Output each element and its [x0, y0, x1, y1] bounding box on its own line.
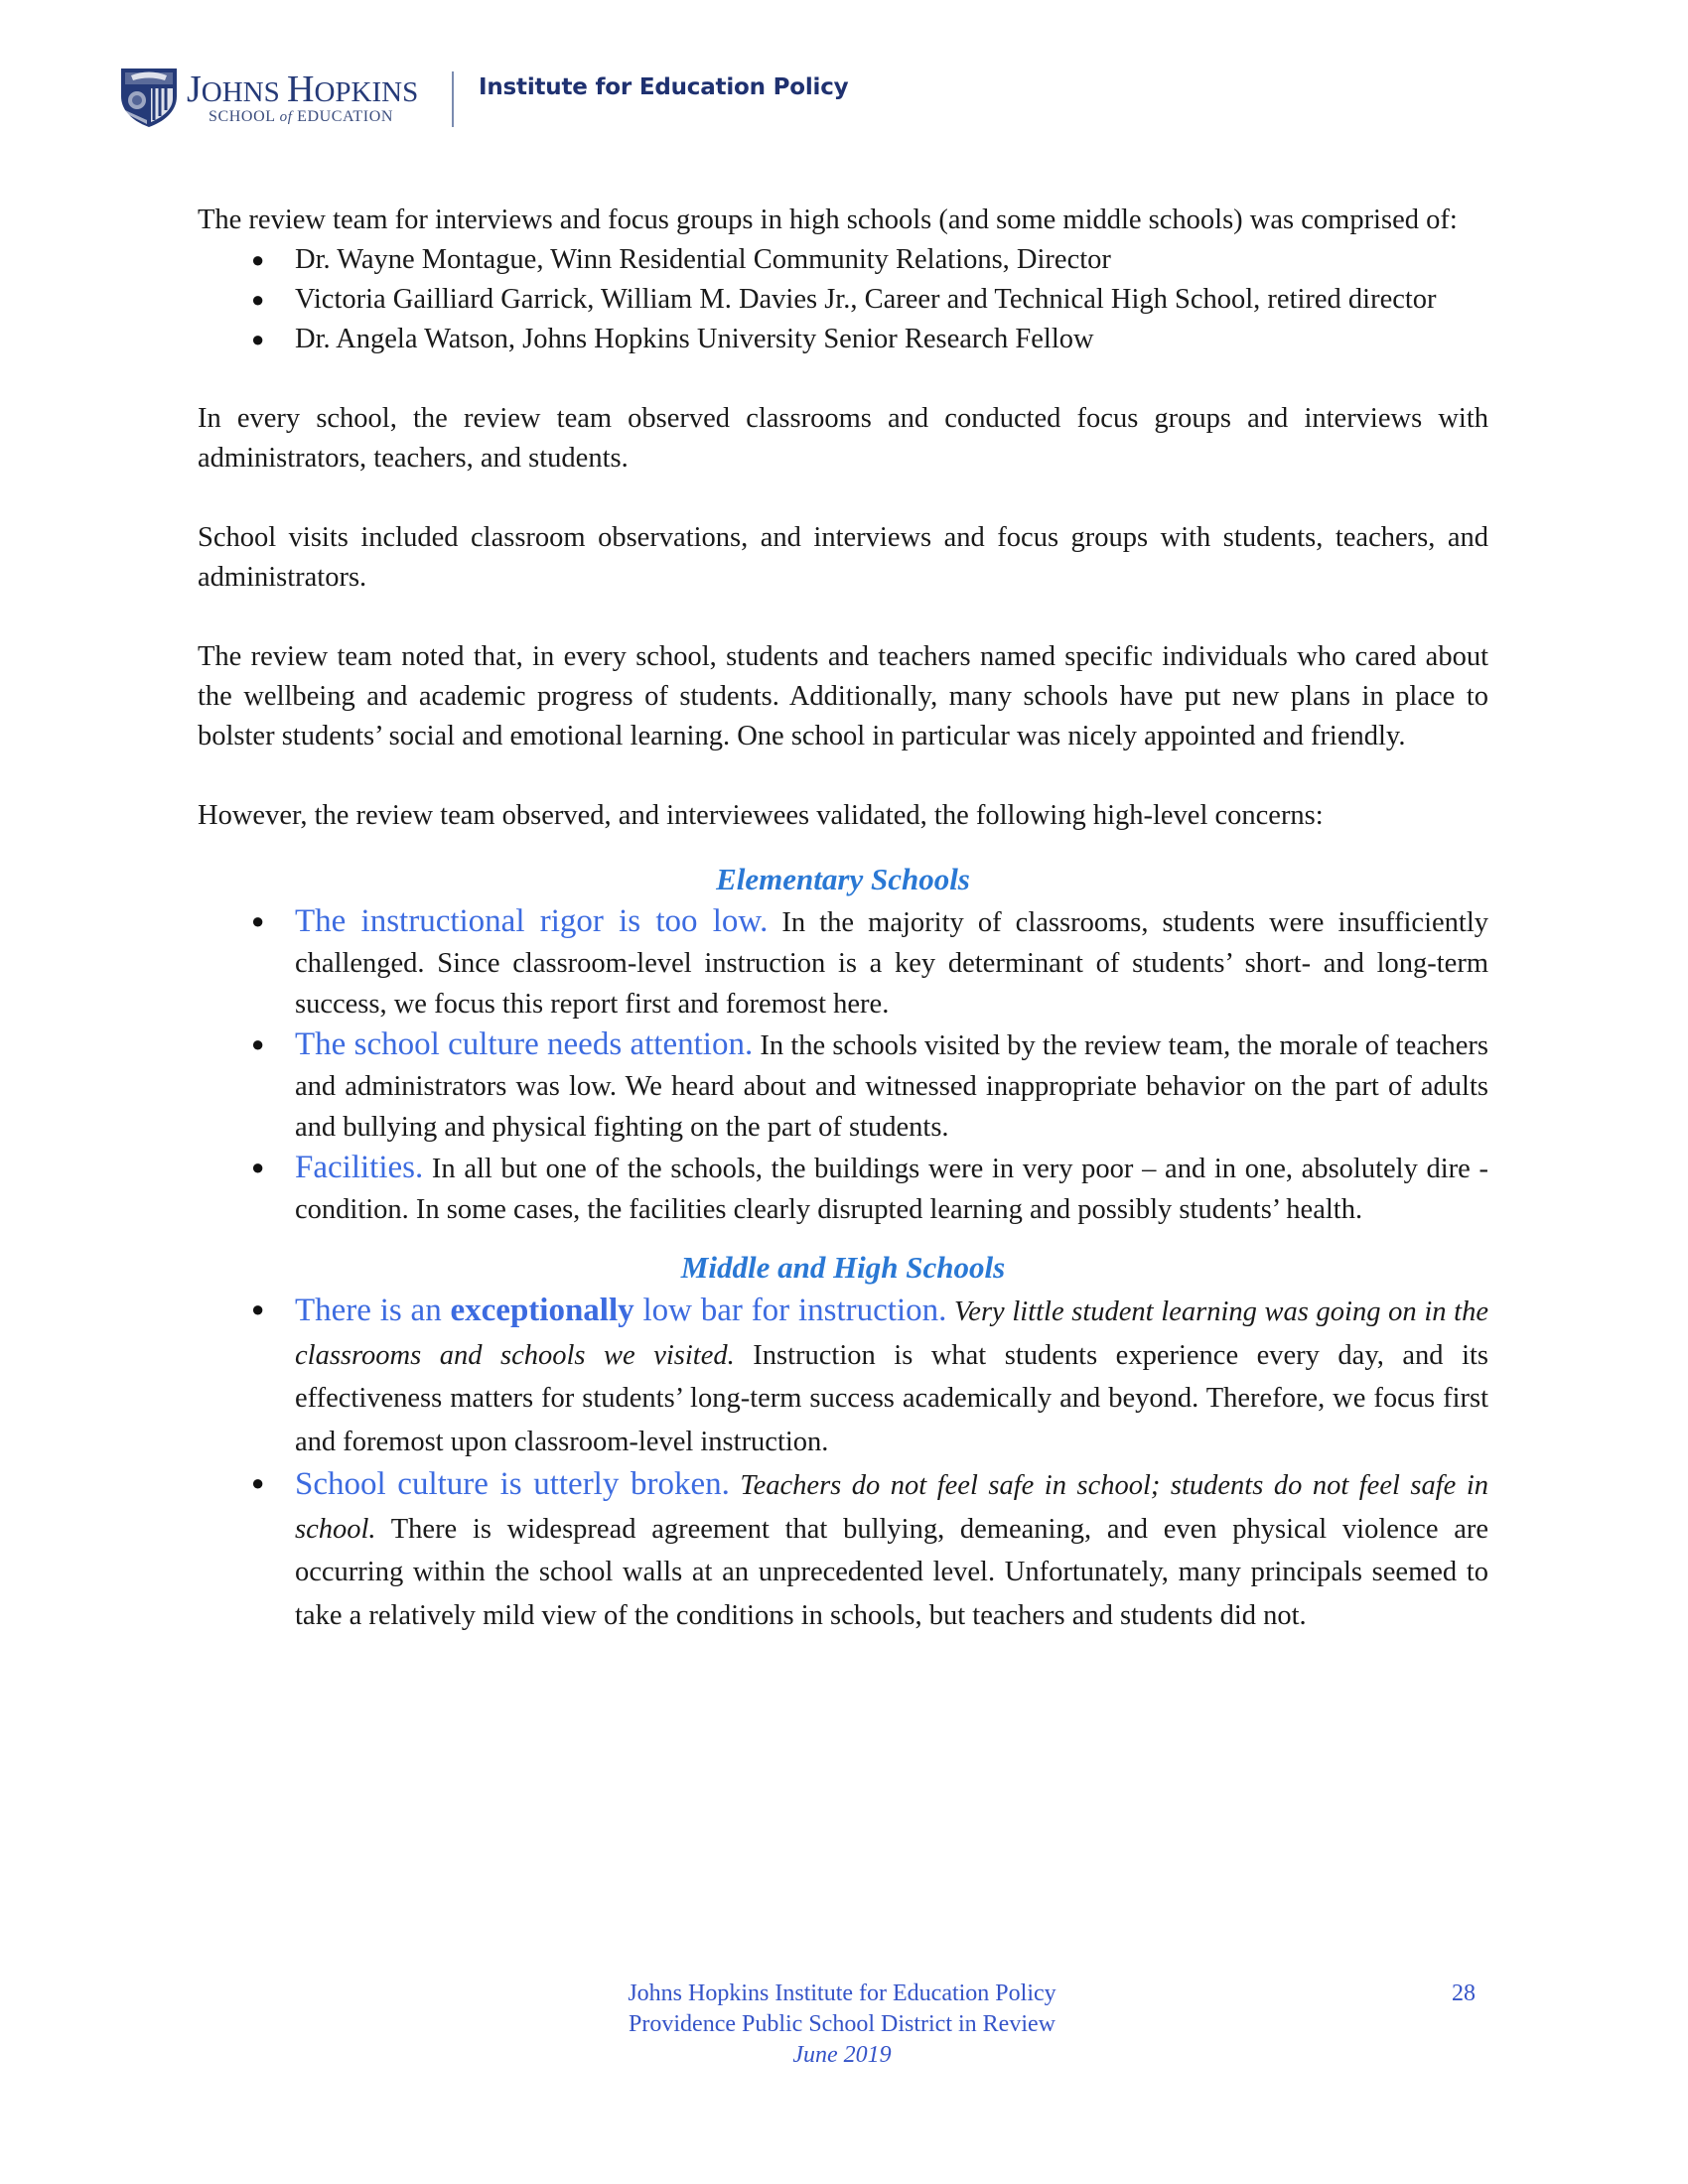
middle-high-concerns-list	[198, 1290, 1488, 1637]
elementary-concerns-list	[198, 901, 1488, 1230]
team-member: ● Dr. Wayne Montague, Winn Residential Community Relations, Director	[198, 240, 1488, 280]
spacer	[198, 836, 1488, 858]
school-of-education-wordmark: SCHOOL of EDUCATION	[209, 108, 394, 125]
concern-emphasis: Teachers do not feel safe in school; students do not feel safe in school.	[295, 1470, 1489, 1545]
concern-lead: The school culture needs attention.	[295, 1026, 754, 1062]
paragraph-concerns-intro: However, the review team observed, and interviewees validated, the following high-level concerns:	[198, 800, 1324, 831]
spacer	[198, 478, 1488, 518]
page-header	[0, 0, 1688, 149]
team-member-list	[198, 240, 1488, 359]
concern-item	[198, 1148, 1488, 1230]
jhu-shield-logo-icon	[119, 67, 179, 128]
concern-body: Instruction is what students experience every day, and its effectiveness matters for students’ long-term success academically and beyond. Therefore, we focus first and foremost upon classroom-level instruction.	[295, 1339, 1488, 1457]
johns-hopkins-wordmark: JOHNS HOPKINS	[187, 68, 419, 110]
document-body	[198, 201, 1488, 1637]
concern-lead: The instructional rigor is too low.	[295, 903, 769, 939]
concern-body: In the majority of classrooms, students were insufficiently challenged. Since classroom-level instruction is a key determinant of students’ short- and long-term success, we focus this report first and foremost here.	[295, 907, 1488, 1020]
bullet-icon: ●	[251, 908, 265, 933]
spacer	[198, 359, 1488, 399]
concern-lead: School culture is utterly broken.	[295, 1466, 730, 1502]
section-heading-elementary: Elementary Schools	[716, 862, 970, 896]
concern-emphasis: Very little student learning was going on in the classrooms and schools we visited.	[295, 1297, 1488, 1371]
bullet-icon: ●	[251, 1297, 265, 1321]
bullet-icon: ●	[251, 1155, 265, 1179]
team-member: ● Victoria Gailliard Garrick, William M. Davies Jr., Career and Technical High School, retired director	[198, 280, 1488, 320]
bullet-icon: ●	[251, 1031, 265, 1056]
concern-lead: Facilities.	[295, 1150, 424, 1185]
bullet-icon: ●	[251, 247, 265, 272]
paragraph-observations: In every school, the review team observed classrooms and conducted focus groups and interviews with administrators, teachers, and students.	[198, 403, 1488, 474]
concern-item	[198, 901, 1488, 1024]
team-member: ● Dr. Angela Watson, Johns Hopkins University Senior Research Fellow	[198, 320, 1488, 359]
footer-organization: Johns Hopkins Institute for Education Policy	[628, 1980, 1056, 2006]
spacer	[198, 1230, 1488, 1246]
spacer	[198, 756, 1488, 796]
bullet-icon: ●	[251, 287, 265, 312]
header-divider	[452, 71, 454, 127]
concern-body: In the schools visited by the review team, the morale of teachers and administrators was low. We heard about and witnessed inappropriate behavior on the part of adults and bullying and physical fighting on the part of students.	[295, 1030, 1488, 1143]
concern-body: There is widespread agreement that bullying, demeaning, and even physical violence are occurring within the school walls at an unprecedented level. Unfortunately, many principals seemed to take a relatively mild view of the conditions in schools, but teachers and students did not.	[295, 1513, 1488, 1631]
institute-name: Institute for Education Policy	[479, 74, 849, 100]
footer-report-title: Providence Public School District in Review	[629, 2011, 1055, 2037]
concern-item	[198, 1463, 1488, 1637]
concern-body: In all but one of the schools, the buildings were in very poor – and in one, absolutely dire - condition. In some cases, the facilities clearly disrupted learning and possibly students’ health.	[295, 1154, 1488, 1225]
concern-item	[198, 1024, 1488, 1148]
bullet-icon: ●	[251, 327, 265, 351]
concern-item	[198, 1290, 1488, 1463]
page-footer	[0, 1979, 1688, 2071]
footer-date: June 2019	[792, 2042, 892, 2068]
spacer	[198, 598, 1488, 637]
paragraph-school-visits: School visits included classroom observations, and interviews and focus groups with students, teachers, and administrators.	[198, 522, 1488, 593]
paragraph-positive-notes: The review team noted that, in every school, students and teachers named specific individuals who cared about the wellbeing and academic progress of students. Additionally, many schools have put new plans in place to bolster students’ social and emotional learning. One school in particular was nicely appointed and friendly.	[198, 641, 1488, 751]
team-intro: The review team for interviews and focus groups in high schools (and some middle schools) was comprised of:	[198, 205, 1458, 235]
concern-lead: There is an exceptionally low bar for instruction.	[295, 1293, 947, 1328]
section-heading-middle-high: Middle and High Schools	[680, 1250, 1006, 1285]
page-number: 28	[1452, 1980, 1476, 2006]
bullet-icon: ●	[251, 1470, 265, 1495]
